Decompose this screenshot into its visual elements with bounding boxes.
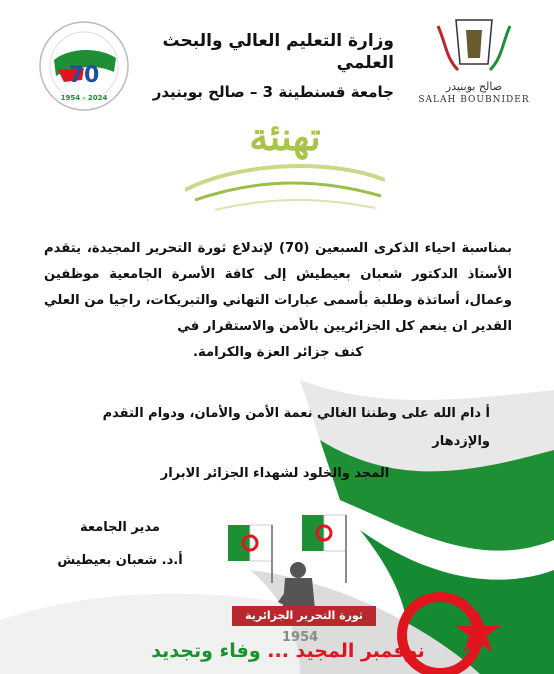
wish-line-1: أ دام الله على وطننا الغالي نعمة الأمن والأمان، ودوام التقدم والإزدهار (102, 406, 490, 449)
anniversary-logo (38, 20, 130, 112)
university-emblem-icon (418, 14, 530, 78)
anniversary-number: 70 (68, 63, 100, 88)
title-block (185, 100, 385, 220)
university-name: جامعة قسنطينة 3 – صالح بوبنيدر (152, 83, 394, 101)
paragraph-end: كنف جزائر العزة والكرامة. (192, 345, 364, 360)
slogan (98, 640, 478, 662)
wish-block (60, 400, 490, 488)
paragraph-text: بمناسبة احياء الذكرى السبعين (70) لإندلاع ثورة التحرير المجيدة، يتقدم الأستاذ الدكتور شعبان بعيطيش إلى كافة الأسرة الجامعية موظفين وعمال، أساتذة وطلبة بأسمى عبارات التهاني والتبريكات، راجيا من العلي القدير ان ينعم كل الجزائريين بالأمن والاستقرار في (44, 241, 512, 334)
wish-line-2: المجد والخلود لشهداء الجزائر الابرار (160, 466, 390, 481)
main-paragraph (44, 236, 512, 366)
signature-title: مدير الجامعة (80, 520, 160, 535)
signature-name: أ.د. شعبان بعيطيش (57, 553, 183, 568)
university-logo-arabic: صالح بوبنيدر (445, 80, 503, 93)
ministry-name: وزارة التعليم العالي والبحث العلمي (162, 31, 394, 73)
university-logo-latin: SALAH BOUBNIDER (418, 95, 530, 105)
revolution-banner: ثورة التحرير الجزائرية (232, 606, 376, 626)
slogan-red: نوفمبر المجيد (295, 640, 425, 662)
header-text (134, 30, 394, 102)
signature (50, 520, 190, 568)
revolution-year: 1954 (282, 630, 319, 645)
slogan-dots: ... (267, 640, 289, 662)
page-title: تهنئة (249, 114, 321, 159)
algerian-flags (210, 505, 360, 585)
university-logo (418, 14, 530, 114)
anniversary-years: 1954 - 2024 (60, 94, 108, 102)
slogan-green: وفاء وتجديد (151, 640, 261, 662)
